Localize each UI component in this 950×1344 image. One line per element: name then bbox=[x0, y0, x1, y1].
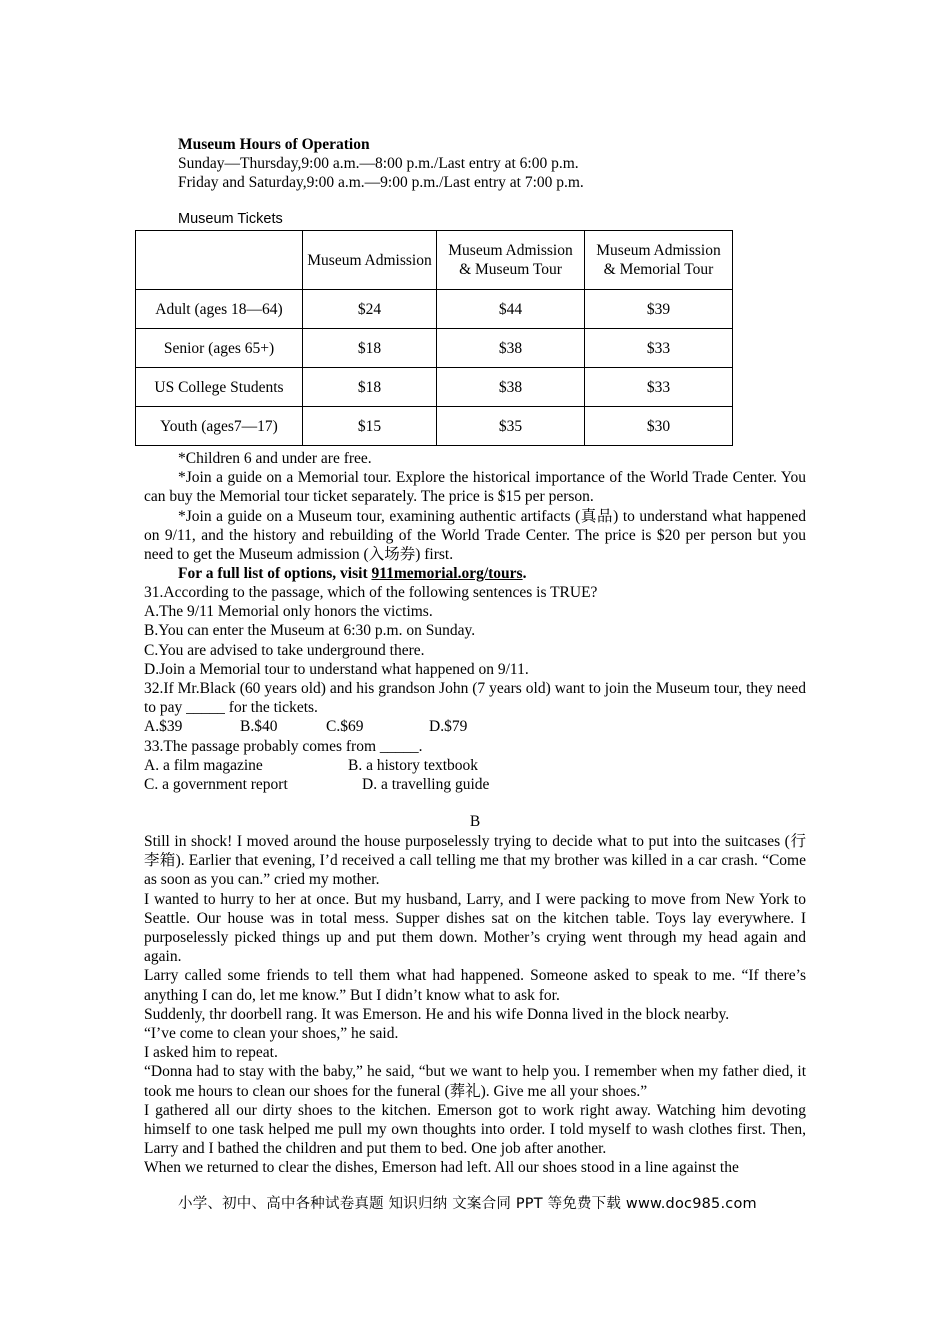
question-option: D. a travelling guide bbox=[362, 776, 490, 794]
hours-line-weekend: Friday and Saturday,9:00 a.m.—9:00 p.m./Last entry at 7:00 p.m. bbox=[178, 174, 584, 192]
row-label: US College Students bbox=[136, 368, 303, 407]
question-options-row bbox=[144, 756, 806, 775]
tickets-table bbox=[135, 230, 733, 446]
hours-line-weekday: Sunday—Thursday,9:00 a.m.—8:00 p.m./Last entry at 6:00 p.m. bbox=[178, 155, 579, 173]
price-cell: $38 bbox=[437, 368, 585, 407]
row-label: Adult (ages 18—64) bbox=[136, 290, 303, 329]
price-cell: $24 bbox=[303, 290, 437, 329]
question-option: C.$69 bbox=[326, 718, 364, 736]
question-option: D.Join a Memorial tour to understand what happened on 9/11. bbox=[144, 660, 529, 678]
table-row bbox=[136, 329, 733, 368]
row-label: Senior (ages 65+) bbox=[136, 329, 303, 368]
price-cell: $18 bbox=[303, 329, 437, 368]
story-paragraph: Larry called some friends to tell them what had happened. Someone asked to speak to me. “If there’s anything I can do, let me know.” But I didn’t know what to ask for. bbox=[144, 967, 806, 1004]
table-header-row bbox=[136, 231, 733, 290]
price-cell: $35 bbox=[437, 407, 585, 446]
story-paragraph: “Donna had to stay with the baby,” he said, “but we want to help you. I remember when my father died, it took me hours to clean our shoes for the funeral (葬礼). Give me all your shoes.” bbox=[144, 1063, 806, 1100]
page-footer: 小学、初中、高中各种试卷真题 知识归纳 文案合同 PPT 等免费下载 www.doc985.com bbox=[178, 1196, 757, 1212]
price-cell: $15 bbox=[303, 407, 437, 446]
price-cell: $18 bbox=[303, 368, 437, 407]
note-museum-tour: *Join a guide on a Museum tour, examining authentic artifacts (真品) to understand what happened on 9/11, and the history and rebuilding of the World Trade Center. The price is $20 per person but you need to get the Museum admission (入场券) first. bbox=[144, 507, 806, 564]
story-paragraph: Still in shock! I moved around the house purposelessly trying to decide what to put into the suitcases (行李箱). Earlier that evening, I’d received a call telling me that my brother was killed in a car crash. “Come as soon as you can.” cried my mother. bbox=[144, 833, 806, 889]
question-option: A.The 9/11 Memorial only honors the victims. bbox=[144, 603, 433, 621]
question-option: B.You can enter the Museum at 6:30 p.m. on Sunday. bbox=[144, 622, 476, 640]
question-option: C.You are advised to take underground there. bbox=[144, 641, 425, 659]
story-paragraph: Suddenly, thr doorbell rang. It was Emerson. He and his wife Donna lived in the block nearby. bbox=[144, 1005, 730, 1023]
story-paragraph: “I’ve come to clean your shoes,” he said. bbox=[144, 1025, 399, 1043]
price-cell: $33 bbox=[585, 329, 733, 368]
story-paragraph: When we returned to clear the dishes, Emerson had left. All our shoes stood in a line against the bbox=[144, 1159, 739, 1177]
price-cell: $33 bbox=[585, 368, 733, 407]
question-stem: 32.If Mr.Black (60 years old) and his grandson John (7 years old) want to join the Museum tour, they need to pay _____ for the tickets. bbox=[144, 680, 806, 717]
visit-suffix: . bbox=[522, 565, 527, 583]
notes-section bbox=[144, 449, 806, 583]
question-option: A. a film magazine bbox=[144, 756, 263, 774]
price-cell: $30 bbox=[585, 407, 733, 446]
price-cell: $38 bbox=[437, 329, 585, 368]
table-header-cell: Museum Admission & Museum Tour bbox=[437, 231, 585, 290]
price-cell: $39 bbox=[585, 290, 733, 329]
question-stem: 31.According to the passage, which of the following sentences is TRUE? bbox=[144, 584, 598, 601]
table-header-cell bbox=[136, 231, 303, 290]
question-option: D.$79 bbox=[429, 718, 468, 736]
price-cell: $44 bbox=[437, 290, 585, 329]
table-row bbox=[136, 290, 733, 329]
question-option: A.$39 bbox=[144, 718, 183, 736]
note-children: *Children 6 and under are free. bbox=[178, 450, 372, 467]
table-header-cell: Museum Admission & Memorial Tour bbox=[585, 231, 733, 290]
section-b-heading: B bbox=[469, 813, 481, 830]
question-option: B. a history textbook bbox=[348, 756, 479, 774]
question-options-row bbox=[144, 775, 806, 794]
tickets-caption: Museum Tickets bbox=[178, 211, 283, 227]
note-memorial-tour: *Join a guide on a Memorial tour. Explore the historical importance of the World Trade Center. You can buy the Memorial tour ticket separately. The price is $15 per person. bbox=[144, 469, 806, 506]
story-paragraph: I gathered all our dirty shoes to the kitchen. Emerson got to work right away. Watching him devoting himself to one task helped me pull my own thoughts into order. I told myself to wash clothes first. Then, Larry and I bathed the children and put them to bed. One job after another. bbox=[144, 1101, 806, 1158]
tours-link[interactable]: 911memorial.org/tours bbox=[371, 565, 523, 583]
question-options-row bbox=[144, 717, 806, 736]
visit-prefix: For a full list of options, visit bbox=[178, 565, 372, 583]
section-b-text bbox=[144, 832, 806, 1178]
row-label: Youth (ages7—17) bbox=[136, 407, 303, 446]
questions-section bbox=[144, 583, 806, 794]
question-stem: 33.The passage probably comes from _____. bbox=[144, 737, 423, 755]
question-option: B.$40 bbox=[240, 718, 278, 736]
hours-section bbox=[178, 135, 798, 193]
table-row bbox=[136, 368, 733, 407]
table-row bbox=[136, 407, 733, 446]
story-paragraph: I asked him to repeat. bbox=[144, 1044, 278, 1062]
note-visit bbox=[144, 564, 806, 583]
hours-title: Museum Hours of Operation bbox=[178, 136, 370, 153]
question-option: C. a government report bbox=[144, 776, 288, 794]
table-header-cell: Museum Admission bbox=[303, 231, 437, 290]
story-paragraph: I wanted to hurry to her at once. But my husband, Larry, and I were packing to move from New York to Seattle. Our house was in total mess. Supper dishes sat on the kitchen table. Toys lay everywhere. I purposelessly picked things up and put them down. Mother’s crying went through my head again and again. bbox=[144, 890, 806, 966]
